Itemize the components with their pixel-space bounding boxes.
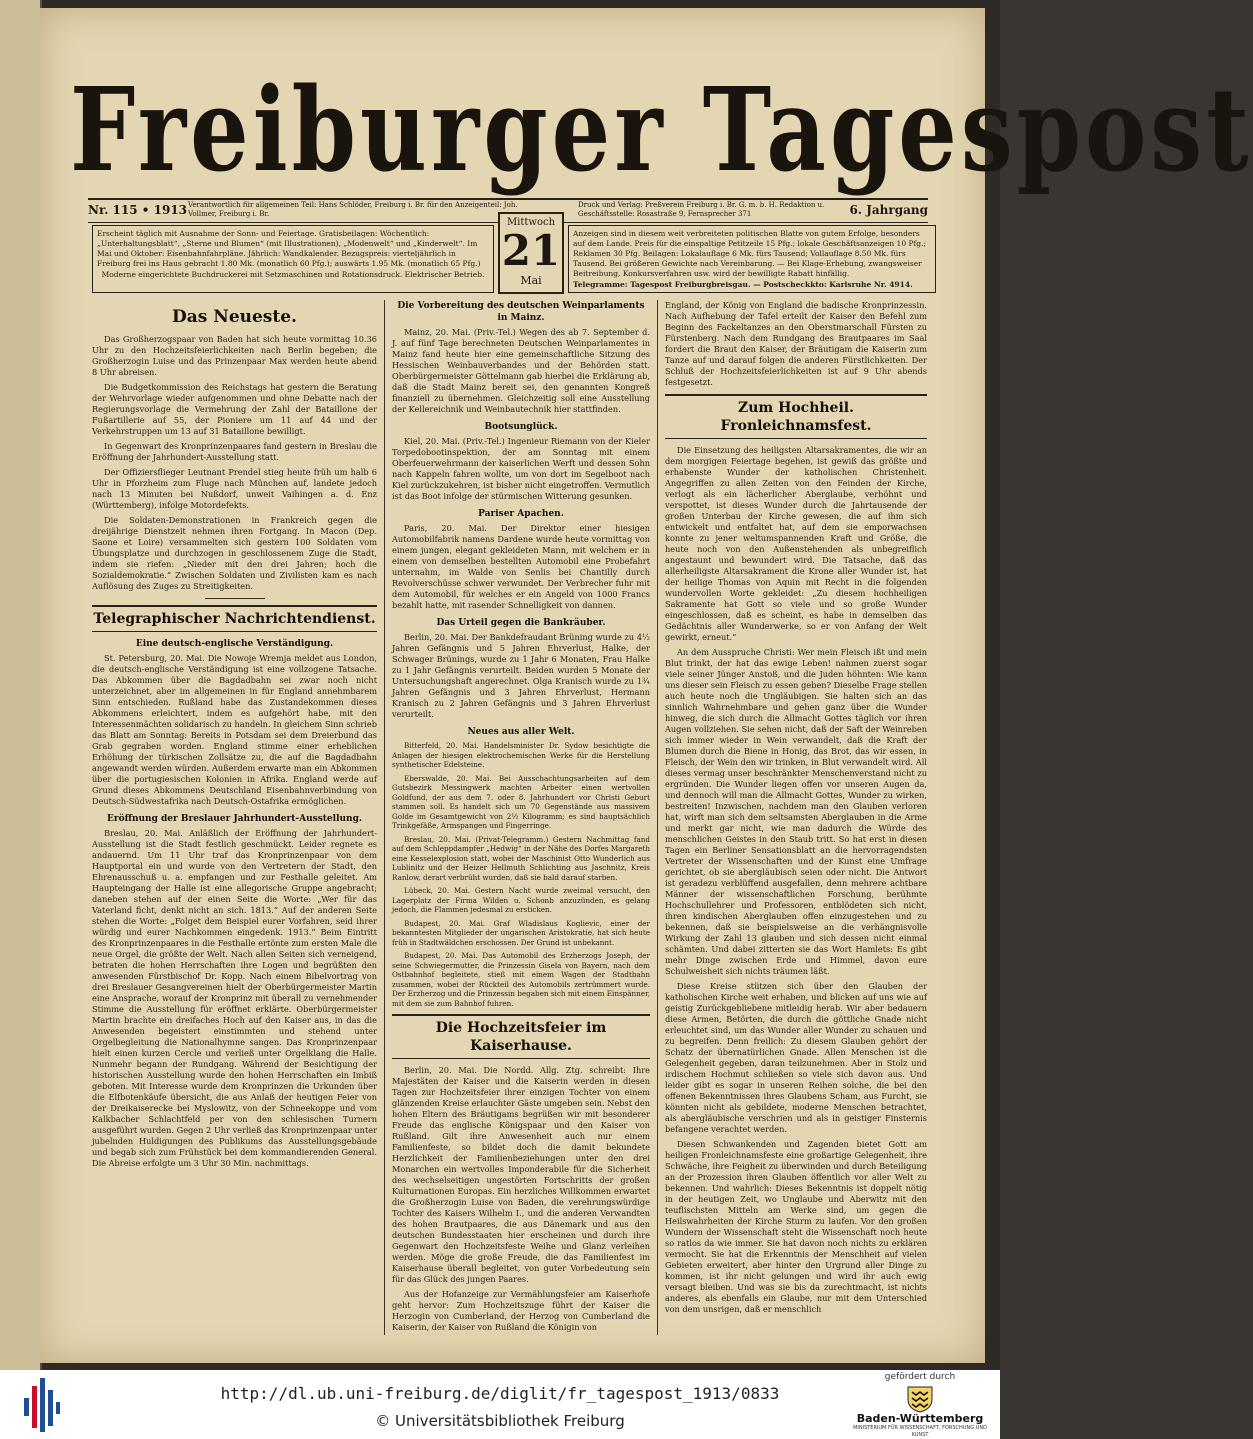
sponsor-name: Baden-Württemberg <box>856 1412 984 1425</box>
adjacent-page-strip <box>0 0 42 1370</box>
article-paragraph: Eberswalde, 20. Mai. Bei Ausschachtungsarbeiten auf dem Gutsbezirk Messingwerk machten Arbeiter einen wertvollen Goldfund, der aus dem 7. oder 8. Jahrhundert vor Christi Geburt stammen soll. Es handelt sich um 70 Gegenstände aus massivem Golde im Gesamtgewicht von 2½ Kilogramm; es sind hauptsächlich Trinkgefäße, Armspangen und Fingerringe. <box>392 773 650 830</box>
article-paragraph: Die Budgetkommission des Reichstags hat gestern die Beratung der Wehrvorlage wieder aufgenommen und ohne Debatte nach der Regierungsvorlage die Vermehrung der Zahl der Bataillone der Fußartillerie auf 55, der Pioniere um 11 auf 44 und der Verkehrstruppen um 13 auf 31 Bataillone bewilligt. <box>92 382 377 436</box>
article-paragraph: In Gegenwart des Kronprinzenpaares fand gestern in Breslau die Eröffnung der Jahrhundert-Ausstellung statt. <box>92 441 377 462</box>
subheading: Die Vorbereitung des deutschen Weinparlaments in Mainz. <box>397 301 645 323</box>
copyright-notice: © Universitätsbibliothek Freiburg <box>375 1412 625 1430</box>
subscription-text: Erscheint täglich mit Ausnahme der Sonn- und Feiertage. Gratisbeilagen: Wöchentlich: „Unterhaltungsblatt“, „Sterne und Blumen“ (mit Illustrationen), „Modenwelt“ und „Kinderwelt“. Im Mai und Oktober: Eisenbahnfahrpläne. Jährlich: Wandkalender. Bezugspreis: vierteljährlich in Freiburg frei ins Haus gebracht 1.80 Mk. (monatlich 60 Pfg.); auswärts 1.95 Mk. (monatlich 65 Pfg.) <box>97 229 481 268</box>
subscription-info-box <box>92 225 494 293</box>
date-box <box>498 212 564 294</box>
heading-hochzeitsfeier: Die Hochzeitsfeier im Kaiserhause. <box>392 1014 650 1059</box>
article-paragraph: Breslau, 20. Mai. (Privat-Telegramm.) Gestern Nachmittag fand auf dem Schleppdampfer „Hedwig“ in der Nähe des Dorfes Margareth eine Kesselexplosion statt, wobei der Maschinist Otto Wunderlich aus Lublinitz und der Heizer Hellmuth Schlichting aus Jaschnitz, Kreis Ranlow, derart verbrüht wurden, daß sie bald darauf starben. <box>392 834 650 882</box>
column-3 <box>665 300 927 1335</box>
subheading: Bootsunglück. <box>484 422 558 432</box>
article-paragraph: Mainz, 20. Mai. (Priv.-Tel.) Wegen des ab 7. September d. J. auf fünf Tage berechneten Deutschen Weinparlamentes in Mainz fand heute hier eine gemeinschaftliche Sitzung des Hessischen Weinbauverbandes und der Behörden statt. Oberbürgermeister Göttelmann gab hierbei die Erklärung ab, daß die Stadt Mainz bereit sei, den genannten Kongreß finanziell zu übernehmen. Gleichzeitig soll eine Ausstellung der Kellereichnik und Weinbautechnik hier stattfinden. <box>392 327 650 414</box>
article-paragraph: An dem Ausspruche Christi: Wer mein Fleisch ißt und mein Blut trinkt, der hat das ewige Leben! nahmen zuerst sogar viele seiner Jünger Anstoß, und die Juden höhnten: Wie kann uns dieser sein Fleisch zu essen geben? Dieselbe Frage stellen auch heute noch die Ungläubigen. Sie halten sich an das sinnlich Wahrnehmbare und gehen ganz über die Wunder hinweg, die sich durch die Allmacht Gottes täglich vor ihren Augen vollziehen. Sie sehen nicht, daß der Saft der Weinreben sich immer wieder in Wein verwandelt, daß die Kraft der Blumen durch die Biene in Honig, das Brot, das wir essen, in Fleisch, der Wein den wir trinken, in Blut verwandelt wird. All dieses vermag unser beschränkter Menschenverstand nicht zu ergründen. Die Wunder liegen offen vor unseren Augen da, und dennoch will man die Allmacht Gottes, Wunder zu wirken, bestreiten! Inzwischen, nachdem man den Glauben verloren hat, wirft man sich dem seltsamsten Aberglauben in die Arme und merkt gar nicht, wie man dadurch die Würde des menschlichen Geistes in den Staub tritt. So hat erst in diesen Tagen ein Berliner Sensationsblatt an die hervorragendsten Vertreter der Wissenschaften und der Kunst eine Umfrage gerichtet, ob sie abergläubisch seien oder nicht. Die Antwort ist geradezu verblüffend ausgefallen, denn mehrere achtbare Männer der wissenschaftlichen Forschung, berühmte Hochschullehrer und Professoren, entblödeten sich nicht, ihren kindischen Aberglauben offen einzugestehen und zu bekennen, daß sie beispielsweise an die verhängnisvolle Wirkung der Zahl 13 glauben und sich dessen nicht einmal schämten. Und dabei zitterten sie das Wort Hamlets: Es gibt mehr Dinge zwischen Erde und Himmel, davon eure Schulweisheit sich nichts träumen läßt. <box>665 647 927 976</box>
volume-year: 6. Jahrgang <box>849 203 928 217</box>
advertising-text: Anzeigen sind in diesem weit verbreiteten politischen Blatte von gutem Erfolge, besonders auf dem Lande. Preis für die einspaltige Petitzeile 15 Pfg.; lokale Geschäftsanzeigen 10 Pfg.; Reklamen 30 Pfg. Beilagen: Lokalauflage 6 Mk. fürs Tausend; Vollauflage 8.50 Mk. fürs Tausend. Bei größeren Gewichte nach Vereinbarung. — Bei Klage-Erhebung, zwangsweiser Beitreibung, Konkursverfahren usw. wird der bewilligte Rabatt hinfällig. <box>573 229 927 278</box>
article-paragraph: Aus der Hofanzeige zur Vermählungsfeier am Kaiserhofe geht hervor: Zum Hochzeitszuge führt der Kaiser die Herzogin von Cumberland, der Herzog von Cumberland die Kaiserin, der Kaiser von Rußland die Königin von <box>392 1289 650 1332</box>
article-paragraph: Der Offiziersflieger Leutnant Prendel stieg heute früh um halb 6 Uhr in Pforzheim zum Fluge nach München auf, landete jedoch nach 13 Minuten bei Nußdorf, unweit Vaihingen a. d. Enz (Württemberg), infolge Motordefekts. <box>92 467 377 510</box>
responsible-editors: Verantwortlich für allgemeinen Teil: Hans Schlöder, Freiburg i. Br. für den Anzeigenteil: Joh. Vollmer, Freiburg i. Br. <box>188 201 518 218</box>
article-paragraph: Die Einsetzung des heiligsten Altarsakramentes, die wir an dem morgigen Feiertage begehen, ist gewiß das größte und erhabenste Wunder der katholischen Christenheit. Angegriffen zu allen Zeiten von den Feinden der Kirche, verlogt als ein lächerlicher Aberglaube, verhöhnt und verspottet, ist dieses Wunder durch die Jahrtausende der großen Unterbau der Kirche gewesen, die auf ihm sich entwickelt und entfaltet hat, auf dem sie emporwachsen konnte zu jener weltumspannenden Kraft und Größe, die heute noch von den Außenstehenden als unbegreiflich angestaunt und bewundert wird. Die Tatsache, daß das allerheiligste Altarsakrament die Krone aller Wunder ist, hat der heilige Thomas von Aquin mit Recht in die folgenden wundervollen Worte gekleidet: „Zu diesem hochheiligen Sakramente hat Gott so viele und so große Wunder eingeschlossen, daß es scheint, es habe in demselben das Gedächtnis aller Wunderwerke, so er von Anfang der Welt gewirkt, erneut.“ <box>665 445 927 642</box>
sponsor-label: gefördert durch <box>884 1372 956 1382</box>
sponsor-block <box>850 1372 990 1438</box>
heading-das-neueste: Das Neueste. <box>172 307 297 327</box>
date-weekday: Mittwoch <box>506 217 556 228</box>
subheading: Pariser Apachen. <box>478 509 564 519</box>
article-paragraph: Berlin, 20. Mai. Der Bankdefraudant Brüning wurde zu 4½ Jahren Gefängnis und 5 Jahren Ehrverlust, Halke, der Schwager Brünings, wurde zu 1 Jahr 6 Monaten, Frau Halke zu 1 Jahr Gefängnis verurteilt. Beiden wurden 5 Monate der Untersuchungshaft angerechnet. Olga Kranisch wurde zu 1¾ Jahren Gefängnis und 3 Jahren Ehrverlust, Hermann Kranisch zu 2 Jahren Gefängnis und 3 Jahren Ehrverlust verurteilt. <box>392 632 650 719</box>
subheading: Neues aus aller Welt. <box>467 727 575 737</box>
sponsor-ministry: MINISTERIUM FÜR WISSENSCHAFT, FORSCHUNG UND KUNST <box>853 1425 987 1438</box>
date-month: Mai <box>520 274 542 287</box>
column-rule-2 <box>657 300 658 1335</box>
column-rule-1 <box>384 300 385 1335</box>
article-paragraph: Breslau, 20. Mai. Anläßlich der Eröffnung der Jahrhundert-Ausstellung ist die Stadt festlich geschmückt. Leider regnete es andauernd. Um 11 Uhr traf das Kronprinzenpaar von dem Hauptportal ein und wurde von den Vertretern der Stadt, den Ehrenausschuß u. a. empfangen und zur Festhalle geleitet. Am Haupteingang der Halle ist eine allegorische Gruppe angebracht; daneben stehen auf der einen Seite die Worte: „Wer für das Vaterland ficht, denkt nicht an sich. 1813.“ Auf der anderen Seite stehen die Worte: „Folget dem Beispiel eurer Vorfahren, seid ihrer würdig und eurer Nachkommen eingedenk. 1913.“ Beim Eintritt des Kronprinzenpaares in die Festhalle ertönte zum ersten Male die neue Orgel, die größte der Welt. Nach allen Seiten sich verneigend, betraten die hohen Herrschaften ihre Logen und begrüßten den anwesenden Fürstbischof Dr. Kopp. Nach einem Bibelvortrag von drei Breslauer Gesangvereinen hielt der Oberbürgermeister Martin eine Ansprache, worauf der Kronprinz mit überall zu vernehmender Stimme die Ausstellung für eröffnet erklärte. Oberbürgermeister Martin brachte ein dreifaches Hoch auf den Kaiser aus, in das die Anwesenden begeistert einstimmten und stehend unter Orgelbegleitung die Nationalhymne sangen. Das Kronprinzenpaar hielt einen kurzen Cercle und verließ unter Orgelklang die Halle. Nunmehr begann der Rundgang. Während der Besichtigung der historischen Ausstellung wurde den hohen Herrschaften ein Imbiß geboten. Mit Interesse wurde dem Kronprinzen die Urkunden über die Elfbotenkäufe übersicht, die aus Anlaß der heutigen Feier von der Dreikaiserecke bei Myslowitz, von der Schneekoppe und vom Kalkbacher Schlachtfeld per von den schlesischen Turnern ausgeführt wurden. Gegen 2 Uhr verließ das Kronprinzenpaar unter jubelnden Huldigungen des Publikums das Ausstellungsgebäude und begab sich zum Frühstück bei dem kommandierenden General. Die Abreise erfolgte um 3 Uhr 30 Min. nachmittags. <box>92 828 377 1168</box>
article-paragraph: Die Soldaten-Demonstrationen in Frankreich gegen die dreijährige Dienstzeit nehmen ihren Fortgang. In Macon (Dep. Saone et Loire) versammelten sich gestern 100 Soldaten vom Übungsplatze und durchzogen in geschlossenem Zuge die Stadt, indem sie riefen: „Nieder mit den drei Jahren; hoch die Sozialdemokratie.“ Zwischen Soldaten und Zivilisten kam es nach Auflösung des Zuges zu Streitigkeiten. <box>92 515 377 591</box>
heading-fronleichnamsfest: Zum Hochheil. Fronleichnamsfest. <box>665 394 927 439</box>
advertising-info-box <box>568 225 936 293</box>
viewer-footer <box>0 1370 1000 1439</box>
heading-telegraphischer-nachrichtendienst: Telegraphischer Nachrichtendienst. <box>92 605 377 632</box>
date-day: 21 <box>501 226 561 275</box>
article-paragraph: Lübeck, 20. Mai. Gestern Nacht wurde zweimal versucht, den Lagerplatz der Firma Wilden u. Schonb anzuzünden, es gelang jedoch, die Flammen jedesmal zu ersticken. <box>392 886 650 914</box>
ub-freiburg-logo-icon <box>22 1376 62 1434</box>
article-paragraph: Diesen Schwankenden und Zagenden bietet Gott am heiligen Fronleichnamsfeste eine großartige Gelegenheit, ihre Schwäche, ihre Feigheit zu überwinden und durch Beteiligung an der Prozession ihren Glauben öffentlich vor aller Welt zu bekennen. Und wahrlich: Dieses Bekenntnis ist doppelt nötig in der heutigen Zeit, wo Unglaube und Aberwitz mit den teuflischsten Mitteln am Werke sind, um gegen die Heilswahrheiten der Kirche Sturm zu laufen. Vor den großen Wundern der Wissenschaft steht die Wissenschaft noch heute so ratlos da wie immer. Sie hat davon noch nichts zu erklären vermocht. Sie hat die Erkenntnis der Menschheit auf vielen Gebieten erweitert, aber hinter den Urgrund aller Dinge zu kommen, ist ihr nicht gelungen und wird ihr auch ewig versagt bleiben. Und was sie bis da zurechtmacht, ist nichts anderes, als ebenfalls ein Glaube, nur mit dem Unterschied von dem unsrigen, daß er menschlich <box>665 1139 927 1314</box>
masthead-title: Freiburger Tagespost <box>70 62 1253 198</box>
article-paragraph: St. Petersburg, 20. Mai. Die Nowoje Wremja meldet aus London, die deutsch-englische Verständigung ist eine vollzogene Tatsache. Das Abkommen über die Bagdadbahn sei zwar noch nicht unterzeichnet, aber im allgemeinen in für England annehmbarem Sinn entschieden. Rußland habe das Zustandekommen dieses Abkommens erleichtert, indem es aufgehört habe, mit den Interessenmächten solidarisch zu handeln. In gleichem Sinn schrieb das Blatt am Sonntag: Bereits in Potsdam sei dem Dreierbund das Grab gegraben worden. England stimme einer erheblichen Erhöhung der türkischen Zollsätze zu, die auf die Bagdadbahn angewandt werden würden. Außerdem erwarte man ein Abkommen über die portugiesischen Kolonien in Afrika. England werde auf Grund dieses Abkommens Deutschland Eisenbahnverbindung von Deutsch-Südwestafrika nach Deutsch-Ostafrika ermöglichen. <box>92 653 377 806</box>
subheading: Eröffnung der Breslauer Jahrhundert-Ausstellung. <box>106 814 363 824</box>
baden-wuerttemberg-crest-icon <box>900 1383 940 1413</box>
permalink-url[interactable]: http://dl.ub.uni-freiburg.de/diglit/fr_tagespost_1913/0833 <box>220 1384 780 1403</box>
section-separator <box>205 598 265 599</box>
telegram-info: Telegramme: Tagespost Freiburgbreisgau. — Postscheckkto: Karlsruhe Nr. 4914. <box>573 280 913 289</box>
issue-number: Nr. 115 • 1913 <box>88 203 188 217</box>
article-paragraph: Bitterfeld, 20. Mai. Handelsminister Dr. Sydow besichtigte die Anlagen der hiesigen elektrochemischen Werke für die Herstellung synthetischer Edelsteine. <box>392 741 650 769</box>
subheading: Das Urteil gegen die Bankräuber. <box>436 618 606 628</box>
column-1 <box>92 300 377 1335</box>
subheading: Eine deutsch-englische Verständigung. <box>135 639 334 649</box>
article-paragraph: England, der König von England die badische Kronprinzessin. Nach Aufhebung der Tafel erteilt der Kaiser den Befehl zum Beginn des Fackeltanzes an den Oberstmarschall Fürsten zu Fürstenberg. Nach dem Rundgang des Brautpaares im Saal fordert die Braut den Kaiser, der Bräutigam die Kaiserin zum Tanze auf und darauf folgen die anderen Fürstlichkeiten. Der Schluß der Hochzeitsfeierlichkeiten ist auf 9 Uhr abends festgesetzt. <box>665 300 927 387</box>
printing-note: Moderne eingerichtete Buchdruckerei mit Setzmaschinen und Rotationsdruck. Elektrischer Betrieb. <box>101 270 485 279</box>
article-paragraph: Das Großherzogspaar von Baden hat sich heute vormittag 10.36 Uhr zu den Hochzeitsfeierlichkeiten nach Berlin begeben; die Großherzogin Luise und das Prinzenpaar Max werden heute abend 8 Uhr abreisen. <box>92 334 377 377</box>
article-paragraph: Diese Kreise stützen sich über den Glauben der katholischen Kirche weit erhaben, und blicken auf uns wie auf geistig Zurückgebliebene mitleidig herab. Wir aber bedauern diese Armen, Betörten, die durch die göttliche Gnade nicht erleuchtet sind, um das Wunder aller Wunder zu schauen und zu begreifen. Denn freilich: Zu diesem Glauben gehört der Schatz der übernatürlichen Gnade. Allen Menschen ist die Gelegenheit gegeben, daran teilzunehmen. Aber in Stolz und irdischem Hochmut schließen so viele sich davon aus. Und leider gibt es sogar in unseren Reihen solche, die bei den offenen Bekenntnissen ihres Glaubens Scham, aus Furcht, sie könnten nicht als gebildete, moderne Menschen betrachtet, als abergläubische verschrien und als in geistiger Finsternis befangene verachtet werden. <box>665 981 927 1134</box>
article-paragraph: Berlin, 20. Mai. Die Nordd. Allg. Ztg. schreibt: Ihre Majestäten der Kaiser und die Kaiserin werden in diesen Tagen zur Hochzeitsfeier ihrer einzigen Tochter von einem glänzenden Kreise erlauchter Gäste umgeben sein. Nebst den hohen Eltern des Bräutigams begrüßen wir mit besonderer Freude das englische Königspaar und den Kaiser von Rußland. Gilt ihre Anwesenheit auch nur einem Familienfeste, so bildet doch die damit bekundete Herzlichkeit der Familienbeziehungen unter den drei Monarchen ein wertvolles Imponderabile für die Sicherheit des wechselseitigen ungestörten Fortschritts der großen Kulturnationen Europas. Ein herzliches Willkommen erwartet die Großherzogin Luise von Baden, die verehrungswürdige Tochter des Kaisers Wilhelm I., und die anderen Verwandten des hohen Brautpaares, die aus Dänemark und aus den deutschen Bundesstaaten hier erscheinen und durch ihre Gegenwart den Hochzeitsfeste Weihe und Glanz verleihen werden. Möge die große Freude, die das Familienfest im Kaiserhause überall begleitet, von guter Vorbedeutung sein für das Glück des jungen Paares. <box>392 1065 650 1284</box>
article-paragraph: Budapest, 20. Mai. Das Automobil des Erzherzogs Joseph, der seine Schwiegermutter, die Prinzessin Gisela von Bayern, nach dem Ostbahnhof begleitete, stieß mit einem Wagen der Stadtbahn zusammen, wobei der Rückteil des Automobils zertrümmert wurde. Der Erzherzog und die Prinzessin begaben sich mit einem Einspänner, mit dem sie zum Bahnhof fuhren. <box>392 951 650 1008</box>
article-paragraph: Budapest, 20. Mai. Graf Wladislaus Koglievic, einer der bekanntesten Mitglieder der ungarischen Aristokratie, hat sich heute früh in Stadtwäldchen erschossen. Der Grund ist unbekannt. <box>392 918 650 947</box>
article-paragraph: Kiel, 20. Mai. (Priv.-Tel.) Ingenieur Riemann von der Kieler Torpedobootinspektion, der am Sonntag mit einem Oberfeuerwehrmann der kaiserlichen Werft und dessen Sohn nach Kappeln fahren wollte, um von dort im Segelboot nach Kiel zurückzukehren, ist bisher nicht eingetroffen. Vermutlich ist das Boot infolge der stürmischen Witterung gesunken. <box>392 436 650 501</box>
printer-info: Druck und Verlag: Preßverein Freiburg i. Br. G. m. b. H. Redaktion u. Geschäftsstelle: Rosastraße 9, Fernsprecher 371 <box>578 201 825 218</box>
column-2 <box>392 300 650 1335</box>
article-paragraph: Paris, 20. Mai. Der Direktor einer hiesigen Automobilfabrik namens Dardene wurde heute vormittag von einem jungen, elegant gekleideten Mann, mit welchem er in einem von demselben bestellten Automobil eine Probefahrt unternahm, im Walde von Senlis bei Chantilly durch Revolverschüsse schwer verwundet. Der Verbrecher fuhr mit dem Automobil, für welches er ein Angeld von 1000 Francs bezahlt hatte, mit rasender Schnelligkeit von dannen. <box>392 523 650 610</box>
